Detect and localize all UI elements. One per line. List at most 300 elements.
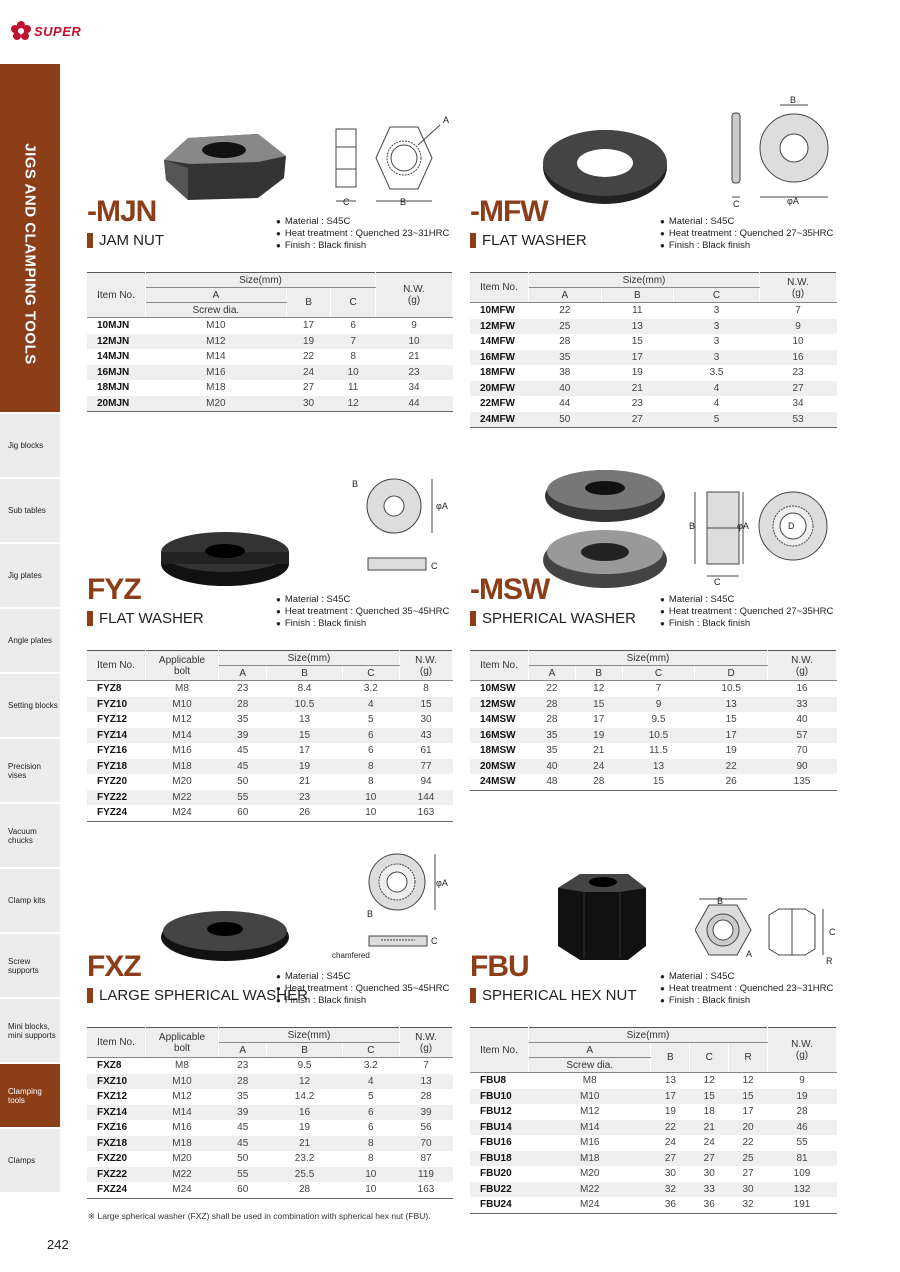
mfw-table: Item No. Size(mm) N.W. (g) A B C 10MFW 22 11 3 7 12MFW 25 13 3 9 14MFW 28 15 3 10 16MFW 35 17 3 16 18MFW 38 19 3.5 23 20MFW 40 21 4 27 22MFW 44 23 4 34 24MFW 50 27 5 53	[470, 272, 837, 428]
fxz-table: Item No. Applicable bolt Size(mm) N.W. (g) A B C FXZ8 M8 23 9.5 3.2 7 FXZ10 M10 28 12 4 13 FXZ12 M12 35 14.2 5 28 FXZ14 M14 39 16 6 39 FXZ16 M16 45 19 6 56 FXZ18 M18 45 21 8 70 FXZ20 M20 50 23.2 8 87 FXZ22 M22 55 25.5 10 119 FXZ24 M24 60 28 10 163	[87, 1027, 453, 1199]
table-cell: 17	[593, 714, 605, 726]
spec-list: ● Material : S45C ● Heat treatment : Quenched 35~45HRC ● Finish : Black finish	[276, 971, 449, 1007]
table-cell: 28	[796, 1106, 808, 1118]
diagram-label: φA	[436, 501, 448, 511]
item-number: 20MSW	[470, 759, 529, 775]
product-title: FLAT WASHER	[470, 232, 587, 249]
table-cell: 40	[529, 759, 576, 775]
table-cell: M14	[146, 728, 219, 744]
table-row	[470, 1166, 837, 1182]
table-cell: M22	[146, 1167, 219, 1183]
item-number: FXZ18	[87, 1136, 146, 1152]
table-cell: 35	[546, 745, 558, 757]
table-cell: M22	[146, 790, 219, 806]
table-cell: 5	[368, 714, 374, 726]
table-cell: M18	[529, 1151, 651, 1167]
table-row	[87, 1120, 453, 1136]
table-cell: 23	[792, 367, 804, 379]
table-row	[87, 1089, 453, 1105]
table-cell: 12	[703, 1075, 715, 1087]
table-cell: 3.2	[363, 683, 378, 695]
table-cell: 10	[342, 1167, 399, 1183]
table-cell: 3	[713, 305, 720, 317]
diagram-label: B	[689, 521, 696, 531]
table-cell: M8	[175, 683, 189, 695]
item-number: 14MFW	[480, 336, 515, 348]
sidebar-item-clamps[interactable]: Clamps	[0, 1127, 60, 1192]
table-cell: 39	[400, 1105, 453, 1121]
sidebar-item-jig-plates[interactable]: Jig plates	[0, 542, 60, 607]
table-cell: 27	[690, 1151, 729, 1167]
table-cell: 10	[342, 790, 399, 806]
spec-list: ● Material : S45C ● Heat treatment : Quenched 35~45HRC ● Finish : Black finish	[276, 594, 449, 630]
diagram-label: A	[746, 949, 753, 959]
table-cell: 30	[703, 1168, 715, 1180]
table-row	[87, 1136, 453, 1152]
table-cell: 12	[331, 396, 376, 412]
table-cell: 87	[420, 1153, 432, 1165]
sidebar-item-screw-supports[interactable]: Screw supports	[0, 932, 60, 997]
table-row	[87, 334, 453, 350]
table-cell: 18	[703, 1106, 715, 1118]
table-row	[470, 1182, 837, 1198]
table-cell: 17	[742, 1106, 754, 1118]
table-cell: 13	[601, 319, 674, 335]
table-cell: 25.5	[267, 1167, 342, 1183]
fbu-table: Item No. Size(mm) N.W. (g) A B C R Screw dia. FBU8 M8 13 12 12 9 FBU10 M10 17 15 15 19 FBU12 M12 19 18 17 28 FBU14 M14 22 21 20 46 FBU16 M16 24 24 22 55 FBU18 M18 27 27 25 81 FBU20 M20 30 30 27 109 FBU22 M22 32 33 30 132 FBU24 M24 36 36 32 191	[470, 1027, 837, 1214]
jam-nut-diagram	[330, 115, 460, 210]
product-title: SPHERICAL HEX NUT	[470, 987, 636, 1004]
table-cell: M12	[580, 1106, 600, 1118]
table-cell: 34	[408, 382, 420, 394]
flat-washer-photo	[540, 125, 670, 205]
product-code: FXZ	[87, 950, 141, 983]
table-cell: 23	[237, 683, 249, 695]
item-number: FXZ20	[97, 1153, 128, 1165]
table-row	[87, 1105, 453, 1121]
table-cell: 10	[365, 1184, 377, 1196]
spec-list: ● Material : S45C ● Heat treatment : Quenched 23~31HRC ● Finish : Black finish	[276, 216, 449, 252]
jam-nut-photo	[158, 128, 293, 203]
table-cell: 15	[631, 336, 643, 348]
table-cell: 163	[417, 1184, 435, 1196]
table-row	[87, 396, 453, 412]
table-cell: 28	[219, 697, 267, 713]
table-cell: 10	[376, 334, 453, 350]
msw-table: Item No. Size(mm) N.W. (g) A B C D 10MSW 22 12 7 10.5 16 12MSW 28 15 9 13 33 14MSW 28 17 9.5 15 40 16MSW 35 19 10.5 17 57 18MSW 35 21 11.5 19 70 20MSW 40 24 13 22 90 24MSW 48 28 15 26 135	[470, 650, 837, 791]
table-cell: 35	[529, 728, 576, 744]
table-row	[470, 1089, 837, 1105]
table-cell: 11	[632, 305, 643, 317]
table-cell: 17	[695, 728, 768, 744]
item-number: FXZ14	[87, 1105, 146, 1121]
table-cell: 48	[546, 776, 558, 788]
table-cell: 9	[760, 319, 837, 335]
table-cell: 55	[219, 1167, 267, 1183]
table-cell: M14	[146, 1105, 219, 1121]
item-number: FXZ22	[87, 1167, 146, 1183]
table-cell: 45	[219, 1136, 267, 1152]
spherical-washer-diagram	[685, 488, 835, 583]
table-cell: 26	[725, 776, 737, 788]
table-row	[87, 1074, 453, 1090]
table-cell: 19	[298, 1122, 311, 1134]
table-cell: 6	[368, 1122, 374, 1134]
table-cell: M14	[206, 351, 226, 363]
table-cell: 55	[796, 1137, 808, 1149]
sidebar-item-jig-blocks[interactable]: Jig blocks	[0, 412, 60, 477]
table-cell: 28	[420, 1091, 432, 1103]
table-cell: 10.5	[267, 697, 342, 713]
table-cell: 30	[286, 396, 331, 412]
item-number: 12MFW	[470, 319, 529, 335]
table-cell: 21	[408, 351, 420, 363]
table-cell: M10	[146, 697, 219, 713]
product-code: -MJN	[87, 195, 157, 228]
table-cell: 9.5	[297, 1060, 312, 1072]
diagram-label: C	[343, 197, 350, 207]
table-row	[470, 1104, 837, 1120]
table-cell: M14	[529, 1120, 651, 1136]
table-cell: 135	[793, 776, 811, 788]
table-cell: 16	[267, 1105, 342, 1121]
table-cell: M18	[146, 1136, 219, 1152]
table-cell: 6	[368, 745, 374, 757]
table-cell: 11	[347, 382, 359, 394]
table-cell: 13	[298, 714, 311, 726]
table-cell: 15	[267, 728, 342, 744]
table-cell: 132	[768, 1182, 837, 1198]
sidebar-item-clamping-tools[interactable]: Clamping tools	[0, 1062, 60, 1127]
sidebar-item-sub-tables[interactable]: Sub tables	[0, 477, 60, 542]
table-cell: 3	[674, 350, 760, 366]
table-cell: 33	[690, 1182, 729, 1198]
table-cell: 22	[546, 683, 558, 695]
table-row	[87, 681, 453, 697]
product-title: FLAT WASHER	[87, 610, 204, 627]
table-cell: 70	[796, 745, 808, 757]
table-row	[470, 350, 837, 366]
item-number: FXZ24	[97, 1184, 128, 1196]
table-cell: M20	[146, 396, 287, 412]
table-cell: 90	[768, 759, 837, 775]
item-number: FXZ8	[97, 1060, 122, 1072]
table-cell: 40	[796, 714, 808, 726]
table-cell: M16	[172, 745, 192, 757]
table-cell: 21	[690, 1120, 729, 1136]
table-cell: 46	[768, 1120, 837, 1136]
table-cell: M24	[580, 1199, 600, 1211]
table-cell: 7	[795, 305, 801, 317]
table-cell: 10	[792, 336, 804, 348]
item-number: 14MJN	[97, 351, 130, 363]
table-cell: 22	[302, 351, 315, 363]
table-cell: 33	[768, 697, 837, 713]
footnote: ※ Large spherical washer (FXZ) shall be used in combination with spherical hex nut (FBU).	[88, 1211, 431, 1221]
table-cell: 14.2	[294, 1091, 315, 1103]
item-number: 12MSW	[470, 697, 529, 713]
table-row	[87, 759, 453, 775]
table-cell: 15	[725, 714, 737, 726]
table-cell: 144	[400, 790, 453, 806]
table-cell: M8	[582, 1075, 597, 1087]
diagram-label: A	[443, 115, 450, 125]
product-title: SPHERICAL WASHER	[470, 610, 636, 627]
table-cell: M18	[146, 759, 219, 775]
table-cell: M16	[580, 1137, 600, 1149]
item-number: FXZ10	[87, 1074, 146, 1090]
item-number: 18MSW	[480, 745, 516, 757]
table-row	[470, 759, 837, 775]
item-number: FBU20	[480, 1168, 512, 1180]
item-number: FBU24	[480, 1199, 512, 1211]
table-cell: 77	[400, 759, 453, 775]
table-cell: M8	[175, 1060, 189, 1072]
item-number: FYZ18	[87, 759, 146, 775]
diagram-label: B	[790, 95, 797, 105]
table-row	[87, 728, 453, 744]
table-cell: 27	[302, 382, 315, 394]
sidebar-item-vacuum-chucks[interactable]: Vacuum chucks	[0, 802, 60, 867]
table-cell: 27	[651, 1151, 690, 1167]
table-row	[470, 365, 837, 381]
table-cell: 10	[365, 807, 377, 819]
sidebar-item-setting-blocks[interactable]: Setting blocks	[0, 672, 60, 737]
table-cell: 19	[575, 728, 622, 744]
table-cell: 9	[622, 697, 695, 713]
table-cell: 26	[298, 807, 311, 819]
item-number: 14MSW	[480, 714, 516, 726]
table-cell: 60	[237, 807, 249, 819]
table-cell: 36	[664, 1199, 676, 1211]
table-cell: 7	[423, 1060, 429, 1072]
table-row	[470, 697, 837, 713]
table-cell: 22	[695, 759, 768, 775]
spherical-washer-photo	[540, 468, 670, 593]
table-cell: 9	[799, 1075, 805, 1087]
table-cell: M10	[206, 320, 226, 332]
table-cell: 40	[529, 381, 602, 397]
table-cell: M12	[172, 714, 192, 726]
diagram-label: C	[714, 577, 721, 587]
table-cell: 34	[792, 398, 804, 410]
table-cell: M12	[146, 334, 287, 350]
table-cell: 94	[420, 776, 432, 788]
table-cell: 45	[219, 759, 267, 775]
product-title: LARGE SPHERICAL WASHER	[87, 987, 308, 1004]
sidebar-item-clamp-kits[interactable]: Clamp kits	[0, 867, 60, 932]
table-cell: 12	[593, 683, 605, 695]
table-cell: 61	[420, 745, 432, 757]
item-number: FYZ20	[97, 776, 128, 788]
table-cell: 119	[400, 1167, 453, 1183]
table-cell: 39	[219, 728, 267, 744]
table-row	[470, 319, 837, 335]
table-cell: 6	[342, 728, 399, 744]
sidebar-item-precision-vises[interactable]: Precision vises	[0, 737, 60, 802]
table-row	[87, 790, 453, 806]
table-cell: 4	[342, 1074, 399, 1090]
table-cell: 17	[651, 1089, 690, 1105]
spec-list: ● Material : S45C ● Heat treatment : Quenched 27~35HRC ● Finish : Black finish	[660, 216, 833, 252]
diagram-label: φA	[436, 878, 448, 888]
table-cell: 32	[651, 1182, 690, 1198]
item-number: 18MJN	[97, 382, 130, 394]
table-cell: 22	[559, 305, 571, 317]
product-code: -MSW	[470, 573, 550, 606]
table-cell: 81	[768, 1151, 837, 1167]
item-number: 12MJN	[87, 334, 146, 350]
table-row	[470, 1120, 837, 1136]
table-cell: 9	[411, 320, 417, 332]
table-cell: 30	[420, 714, 432, 726]
table-row	[87, 1151, 453, 1167]
table-cell: 45	[237, 745, 249, 757]
table-row	[470, 743, 837, 759]
table-cell: 191	[793, 1199, 811, 1211]
table-cell: 21	[298, 776, 311, 788]
table-row	[87, 1182, 453, 1198]
table-cell: 28	[559, 336, 571, 348]
spec-list: ● Material : S45C ● Heat treatment : Quenched 23~31HRC ● Finish : Black finish	[660, 971, 833, 1007]
table-cell: M10	[529, 1089, 651, 1105]
item-number: FBU10	[470, 1089, 529, 1105]
table-cell: 15	[729, 1089, 768, 1105]
table-cell: 3.2	[363, 1060, 378, 1072]
table-cell: 50	[529, 412, 602, 428]
table-cell: 50	[237, 776, 249, 788]
table-cell: 27	[760, 381, 837, 397]
table-cell: 19	[631, 367, 643, 379]
fyz-washer-diagram	[350, 478, 460, 578]
table-cell: 21	[593, 745, 605, 757]
table-cell: M20	[580, 1168, 600, 1180]
fxz-washer-photo	[158, 905, 293, 965]
table-cell: 24	[703, 1137, 715, 1149]
table-row	[470, 712, 837, 728]
table-cell: 22	[742, 1137, 754, 1149]
sidebar-item-mini-blocks[interactable]: Mini blocks, mini supports	[0, 997, 60, 1062]
item-number: FBU12	[480, 1106, 512, 1118]
table-cell: M16	[146, 365, 287, 381]
table-cell: 7	[655, 683, 662, 695]
table-cell: 45	[237, 1122, 249, 1134]
table-cell: 30	[729, 1182, 768, 1198]
table-cell: M10	[146, 1074, 219, 1090]
table-row	[470, 334, 837, 350]
table-cell: 35	[529, 350, 602, 366]
table-cell: 23	[267, 790, 342, 806]
table-row	[87, 805, 453, 821]
table-cell: 12	[267, 1074, 342, 1090]
table-cell: 10.5	[721, 683, 741, 695]
item-number: 10MJN	[97, 320, 130, 332]
table-cell: 5	[368, 1091, 374, 1103]
diagram-label: C	[431, 561, 438, 571]
table-cell: 15	[575, 697, 622, 713]
table-cell: 8	[368, 776, 374, 788]
brand-name: SUPER	[34, 23, 82, 39]
table-row	[470, 1073, 837, 1089]
item-number: FBU22	[470, 1182, 529, 1198]
table-cell: 35	[237, 714, 249, 726]
item-number: 20MJN	[87, 396, 146, 412]
table-cell: 3.5	[709, 367, 724, 379]
table-row	[87, 349, 453, 365]
table-cell: 19	[664, 1106, 676, 1118]
item-number: FBU14	[470, 1120, 529, 1136]
table-cell: 19	[286, 334, 331, 350]
table-cell: 22	[651, 1120, 690, 1136]
table-cell: 15	[400, 697, 453, 713]
table-cell: 38	[559, 367, 571, 379]
table-cell: 28	[529, 697, 576, 713]
item-number: FYZ22	[87, 790, 146, 806]
table-cell: 36	[703, 1199, 715, 1211]
fxz-washer-diagram	[365, 852, 465, 957]
table-cell: 21	[267, 1136, 342, 1152]
diagram-label: D	[788, 521, 795, 531]
table-cell: 13	[400, 1074, 453, 1090]
table-cell: 35	[237, 1091, 249, 1103]
table-cell: 28	[546, 714, 558, 726]
table-cell: 8	[423, 683, 429, 695]
sidebar-section-title: JIGS AND CLAMPING TOOLS	[0, 64, 60, 412]
table-cell: 19	[725, 745, 737, 757]
table-cell: 6	[350, 320, 356, 332]
table-cell: 19	[768, 1089, 837, 1105]
table-cell: 13	[664, 1075, 676, 1087]
table-cell: 11.5	[649, 745, 668, 757]
diagram-label: C	[431, 936, 438, 946]
table-row	[87, 365, 453, 381]
table-cell: 9.5	[651, 714, 666, 726]
table-cell: 8	[368, 1153, 374, 1165]
fyz-table: Item No. Applicable bolt Size(mm) N.W. (g) A B C FYZ8 M8 23 8.4 3.2 8 FYZ10 M10 28 10.5 4 15 FYZ12 M12 35 13 5 30 FYZ14 M14 39 15 6 43 FYZ16 M16 45 17 6 61 FYZ18 M18 45 19 8 77 FYZ20 M20 50 21 8 94 FYZ22 M22 55 23 10 144 FYZ24 M24 60 26 10 163	[87, 650, 453, 822]
diagram-label: B	[400, 197, 407, 207]
table-cell: 50	[237, 1153, 249, 1165]
item-number: 16MSW	[470, 728, 529, 744]
item-number: FXZ16	[97, 1122, 128, 1134]
sidebar-item-angle-plates[interactable]: Angle plates	[0, 607, 60, 672]
table-cell: 30	[664, 1168, 676, 1180]
table-cell: 20	[729, 1120, 768, 1136]
fyz-washer-photo	[158, 530, 293, 590]
item-number: FYZ24	[97, 807, 128, 819]
diagram-label: B	[367, 909, 374, 919]
table-cell: 70	[400, 1136, 453, 1152]
table-cell: 16	[796, 683, 808, 695]
table-row	[470, 728, 837, 744]
table-row	[87, 712, 453, 728]
table-cell: 23.2	[294, 1153, 315, 1165]
diagram-label: C	[829, 927, 836, 937]
page-number: 242	[47, 1237, 69, 1252]
table-cell: 15	[690, 1089, 729, 1105]
table-cell: 60	[237, 1184, 249, 1196]
table-cell: 19	[267, 759, 342, 775]
table-cell: 39	[219, 1105, 267, 1121]
table-cell: 15	[652, 776, 665, 788]
table-row	[470, 1135, 837, 1151]
item-number: 16MFW	[470, 350, 529, 366]
table-cell: M20	[172, 776, 192, 788]
product-code: -MFW	[470, 195, 548, 228]
table-row	[87, 1167, 453, 1183]
table-cell: M18	[206, 382, 226, 394]
table-row	[87, 1058, 453, 1074]
table-cell: 23	[376, 365, 453, 381]
